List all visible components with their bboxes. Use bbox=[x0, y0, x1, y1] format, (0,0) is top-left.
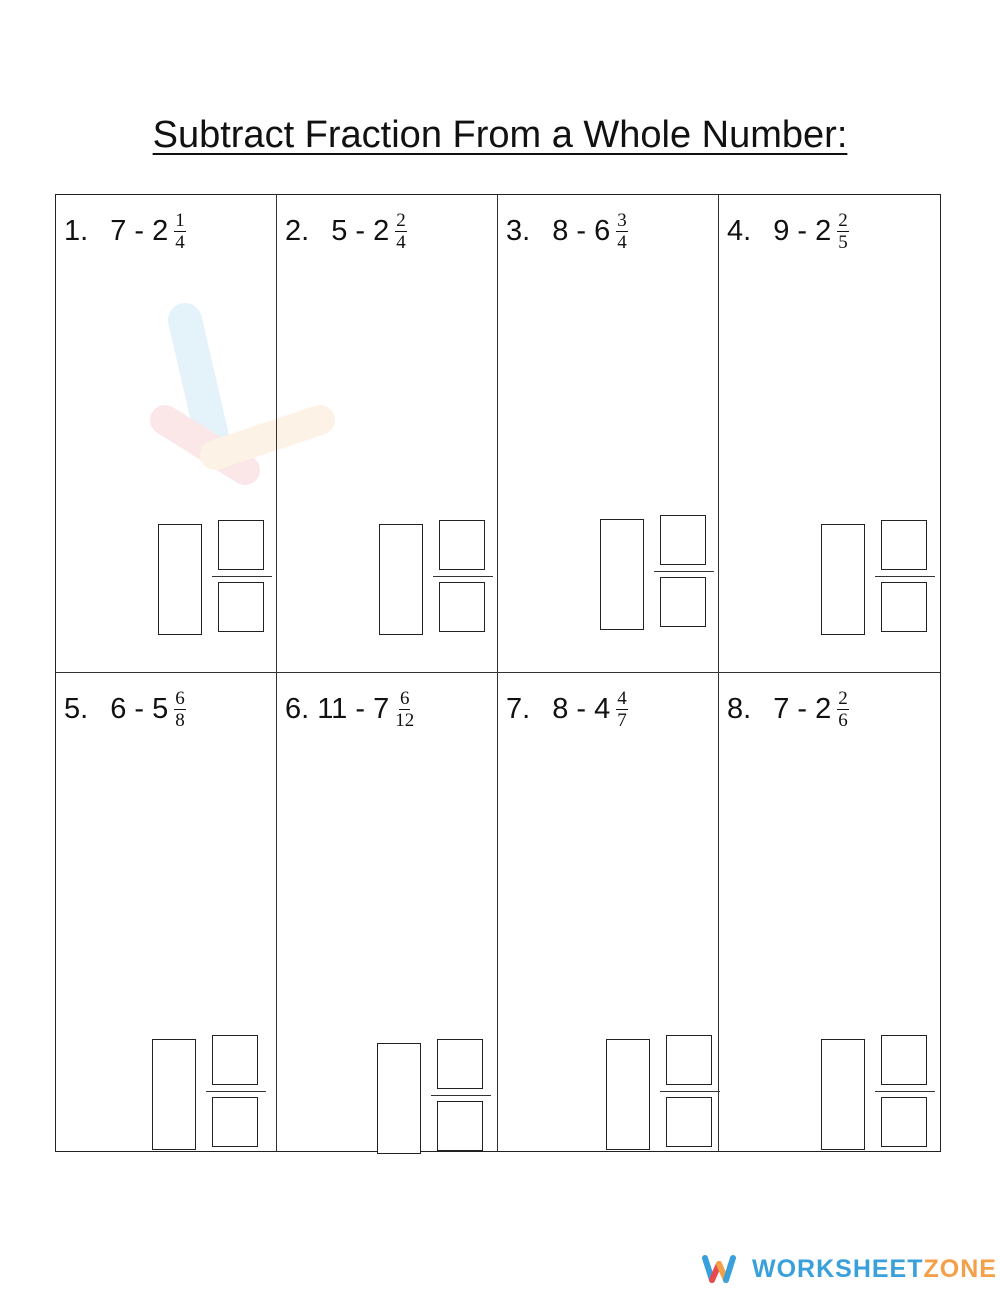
whole-number: 9 bbox=[773, 215, 790, 247]
problem-expression bbox=[64, 689, 186, 730]
numerator: 6 bbox=[399, 688, 410, 709]
answer-area bbox=[156, 520, 276, 635]
problem-number: 7. bbox=[506, 693, 531, 725]
answer-area bbox=[375, 1039, 495, 1154]
numerator-answer-box[interactable] bbox=[666, 1035, 712, 1085]
minus-sign: - bbox=[576, 693, 587, 725]
fraction bbox=[174, 211, 186, 252]
answer-area bbox=[598, 515, 718, 630]
whole-number: 7 bbox=[773, 693, 790, 725]
worksheet-title: Subtract Fraction From a Whole Number: bbox=[152, 114, 848, 156]
problem-number: 4. bbox=[727, 215, 752, 247]
whole-number: 5 bbox=[331, 215, 348, 247]
fraction-bar bbox=[875, 1091, 935, 1092]
whole-answer-box[interactable] bbox=[821, 1039, 865, 1150]
brand-name-part1: WORKSHEET bbox=[752, 1254, 924, 1283]
problem-cell bbox=[56, 195, 277, 673]
problem-cell bbox=[277, 673, 498, 1151]
mixed-whole: 2 bbox=[373, 215, 390, 247]
numerator-answer-box[interactable] bbox=[660, 515, 706, 565]
mixed-whole: 6 bbox=[594, 215, 611, 247]
minus-sign: - bbox=[355, 215, 366, 247]
whole-answer-box[interactable] bbox=[821, 524, 865, 635]
problem-number: 1. bbox=[64, 215, 89, 247]
worksheetzone-w-icon bbox=[700, 1254, 738, 1284]
problem-cell bbox=[56, 673, 277, 1151]
problem-expression bbox=[727, 211, 849, 252]
mixed-whole: 2 bbox=[815, 693, 832, 725]
minus-sign: - bbox=[797, 215, 808, 247]
numerator-answer-box[interactable] bbox=[881, 520, 927, 570]
fraction bbox=[837, 689, 849, 730]
whole-answer-box[interactable] bbox=[377, 1043, 421, 1154]
whole-number: 11 bbox=[317, 693, 348, 725]
problem-expression bbox=[64, 211, 186, 252]
problem-expression bbox=[285, 211, 407, 252]
numerator-answer-box[interactable] bbox=[212, 1035, 258, 1085]
problem-cell bbox=[719, 195, 940, 673]
minus-sign: - bbox=[134, 215, 145, 247]
fraction-bar bbox=[206, 1091, 266, 1092]
denominator-answer-box[interactable] bbox=[666, 1097, 712, 1147]
problem-expression bbox=[506, 689, 628, 730]
denominator: 8 bbox=[175, 710, 185, 731]
denominator-answer-box[interactable] bbox=[881, 582, 927, 632]
whole-number: 8 bbox=[552, 215, 569, 247]
fraction bbox=[616, 689, 628, 730]
denominator-answer-box[interactable] bbox=[660, 577, 706, 627]
problem-number: 2. bbox=[285, 215, 310, 247]
problem-expression bbox=[285, 689, 414, 730]
fraction bbox=[395, 211, 407, 252]
fraction-bar bbox=[433, 576, 493, 577]
denominator-answer-box[interactable] bbox=[218, 582, 264, 632]
fraction-bar bbox=[212, 576, 272, 577]
denominator: 4 bbox=[617, 232, 627, 253]
brand-logo bbox=[700, 1254, 997, 1284]
denominator-answer-box[interactable] bbox=[439, 582, 485, 632]
numerator: 2 bbox=[396, 210, 406, 231]
denominator: 7 bbox=[617, 710, 627, 731]
denominator: 4 bbox=[175, 232, 185, 253]
whole-answer-box[interactable] bbox=[379, 524, 423, 635]
problem-expression bbox=[727, 689, 849, 730]
mixed-whole: 2 bbox=[152, 215, 169, 247]
fraction bbox=[616, 211, 628, 252]
denominator: 5 bbox=[838, 232, 848, 253]
minus-sign: - bbox=[355, 693, 366, 725]
mixed-whole: 7 bbox=[373, 693, 390, 725]
answer-area bbox=[604, 1035, 724, 1150]
problem-number: 8. bbox=[727, 693, 752, 725]
answer-area bbox=[819, 520, 939, 635]
fraction bbox=[174, 689, 186, 730]
numerator: 3 bbox=[617, 210, 627, 231]
minus-sign: - bbox=[576, 215, 587, 247]
minus-sign: - bbox=[134, 693, 145, 725]
problem-number: 3. bbox=[506, 215, 531, 247]
whole-number: 8 bbox=[552, 693, 569, 725]
mixed-whole: 2 bbox=[815, 215, 832, 247]
numerator-answer-box[interactable] bbox=[218, 520, 264, 570]
answer-area bbox=[819, 1035, 939, 1150]
fraction bbox=[837, 211, 849, 252]
whole-answer-box[interactable] bbox=[158, 524, 202, 635]
problem-grid bbox=[55, 194, 941, 1152]
mixed-whole: 4 bbox=[594, 693, 611, 725]
numerator: 6 bbox=[175, 688, 185, 709]
numerator: 1 bbox=[175, 210, 185, 231]
denominator-answer-box[interactable] bbox=[881, 1097, 927, 1147]
fraction bbox=[395, 689, 414, 730]
denominator: 12 bbox=[395, 710, 415, 731]
brand-name-part2: ZONE bbox=[923, 1254, 997, 1283]
numerator: 2 bbox=[838, 210, 848, 231]
denominator: 6 bbox=[838, 710, 848, 731]
numerator-answer-box[interactable] bbox=[437, 1039, 483, 1089]
fraction-bar bbox=[431, 1095, 491, 1096]
whole-answer-box[interactable] bbox=[152, 1039, 196, 1150]
answer-area bbox=[377, 520, 497, 635]
denominator-answer-box[interactable] bbox=[437, 1101, 483, 1151]
fraction-bar bbox=[875, 576, 935, 577]
denominator-answer-box[interactable] bbox=[212, 1097, 258, 1147]
numerator-answer-box[interactable] bbox=[439, 520, 485, 570]
problem-cell bbox=[498, 195, 719, 673]
answer-area bbox=[150, 1035, 270, 1150]
numerator: 4 bbox=[617, 688, 627, 709]
whole-number: 7 bbox=[110, 215, 127, 247]
problem-expression bbox=[506, 211, 628, 252]
fraction-bar bbox=[660, 1091, 720, 1092]
mixed-whole: 5 bbox=[152, 693, 169, 725]
problem-cell bbox=[277, 195, 498, 673]
whole-answer-box[interactable] bbox=[600, 519, 644, 630]
numerator-answer-box[interactable] bbox=[881, 1035, 927, 1085]
fraction-bar bbox=[654, 571, 714, 572]
numerator: 2 bbox=[838, 688, 848, 709]
brand-name bbox=[752, 1255, 997, 1284]
problem-cell bbox=[719, 673, 940, 1151]
problem-cell bbox=[498, 673, 719, 1151]
problem-number: 6. bbox=[285, 693, 310, 725]
whole-answer-box[interactable] bbox=[606, 1039, 650, 1150]
minus-sign: - bbox=[797, 693, 808, 725]
problem-number: 5. bbox=[64, 693, 89, 725]
whole-number: 6 bbox=[110, 693, 127, 725]
denominator: 4 bbox=[396, 232, 406, 253]
